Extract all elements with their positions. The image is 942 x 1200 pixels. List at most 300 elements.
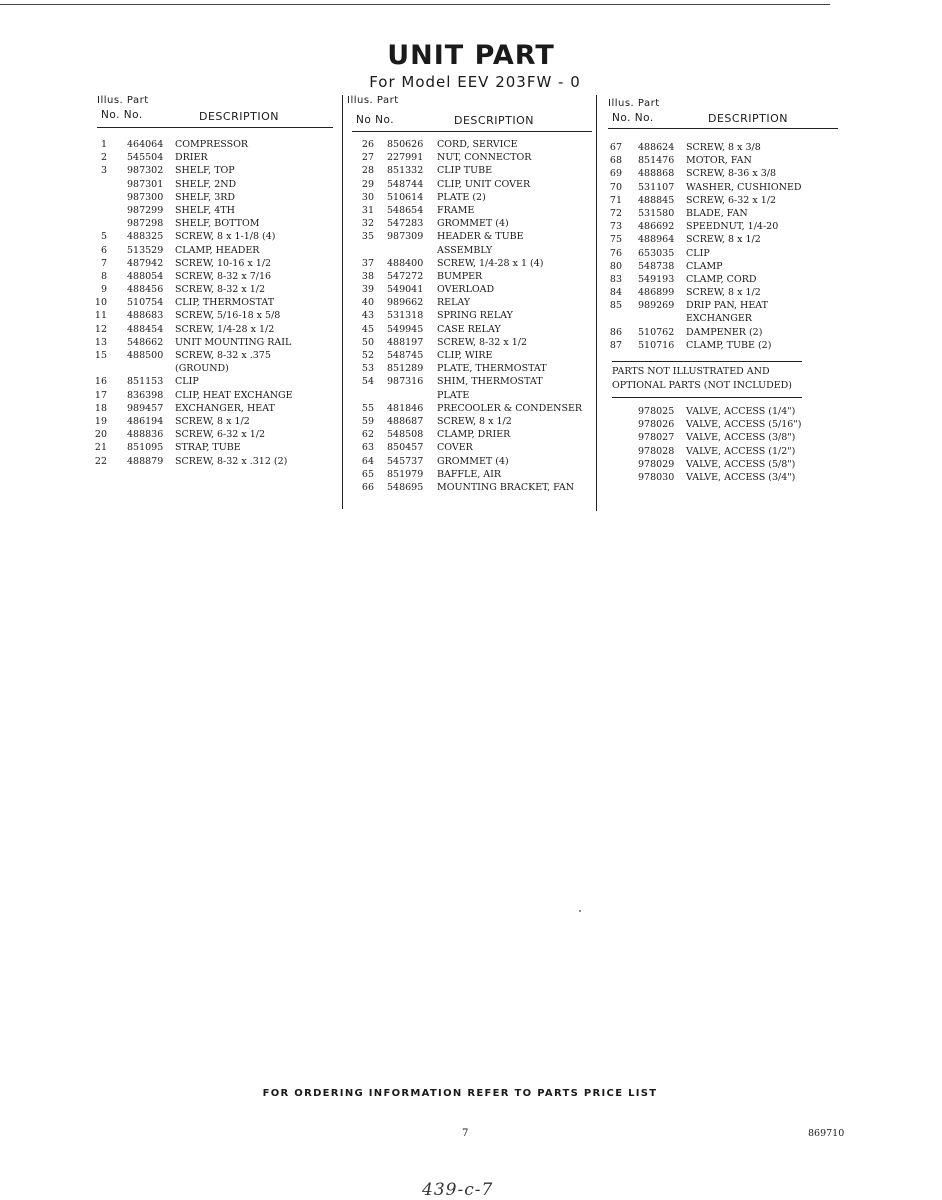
part-description: COMPRESSOR [175, 139, 249, 150]
part-row [608, 446, 838, 459]
part-description: CLAMP, HEADER [175, 244, 260, 256]
illus-number: 85 [609, 300, 622, 312]
part-description: CLAMP, DRIER [437, 429, 511, 441]
part-number: 227991 [387, 152, 424, 164]
part-description: SCREW, 6-32 x 1/2 [175, 429, 266, 441]
illus-number: 32 [361, 218, 374, 230]
illus-number: 21 [94, 442, 107, 454]
part-description: SCREW, 1/4-28 x 1/2 [175, 323, 275, 335]
part-description: BAFFLE, AIR [437, 468, 502, 480]
column-header [608, 98, 838, 132]
handwritten-note: 439-c-7 [422, 1180, 494, 1200]
illus-number: 18 [94, 402, 107, 414]
part-row [97, 258, 333, 271]
part-number: 987300 [127, 191, 164, 203]
part-row [608, 168, 838, 181]
part-description: SCREW, 5/16-18 x 5/8 [175, 310, 281, 322]
part-description: SPRING RELAY [437, 310, 513, 322]
part-description: PLATE, THERMOSTAT [437, 363, 547, 375]
parts-column-2 [347, 95, 592, 495]
part-number: 488500 [127, 350, 164, 361]
part-description: SCREW, 8-32 x 1/2 [437, 336, 528, 348]
part-description: SCREW, 1/4-28 x 1 (4) [437, 257, 544, 269]
part-number: 488868 [638, 168, 675, 180]
part-row [94, 323, 333, 337]
part-description: VALVE, ACCESS (5/8") [686, 458, 796, 470]
part-row [97, 152, 333, 165]
part-row [352, 416, 592, 429]
description-label: DESCRIPTION [708, 112, 788, 125]
part-row [352, 152, 592, 165]
part-row [352, 218, 592, 231]
part-description: SHELF, 3RD [175, 191, 236, 203]
part-row [352, 403, 592, 416]
part-row [97, 165, 333, 178]
part-number: 488624 [638, 142, 675, 153]
part-description: CORD, SERVICE [437, 139, 518, 150]
illus-number: 8 [100, 270, 107, 282]
part-description: SHELF, TOP [175, 165, 235, 177]
part-number: 486692 [638, 221, 675, 233]
part-description: HEADER & TUBE [437, 231, 524, 243]
part-number: 989662 [387, 297, 424, 309]
part-row [352, 350, 592, 363]
part-description: PLATE (2) [437, 191, 486, 203]
part-description: DAMPENER (2) [686, 326, 763, 338]
part-row [352, 390, 592, 403]
part-row [352, 337, 592, 350]
part-row [608, 313, 838, 326]
part-row [352, 231, 592, 244]
part-number: 850626 [387, 139, 424, 150]
part-row [94, 415, 333, 429]
part-description: SCREW, 6-32 x 1/2 [686, 194, 777, 206]
part-number: 978030 [638, 471, 675, 483]
illus-number: 30 [361, 191, 374, 203]
part-row [608, 406, 838, 419]
illus-part-label: Illus. Part [347, 95, 399, 106]
part-row [94, 336, 333, 350]
part-row [608, 248, 838, 261]
illus-number: 66 [361, 481, 374, 493]
part-number: 987301 [127, 178, 164, 190]
part-number: 531318 [387, 310, 424, 322]
illus-number: 62 [361, 429, 374, 441]
part-number: 545737 [387, 455, 424, 467]
part-row [352, 258, 592, 271]
part-description: CLIP, THERMOSTAT [175, 297, 275, 309]
part-row [94, 350, 333, 363]
parts-list [608, 142, 838, 353]
illus-number: 11 [94, 310, 107, 322]
part-description: FRAME [437, 204, 475, 216]
part-row [352, 324, 592, 337]
scan-speck [579, 910, 581, 912]
part-description: CASE RELAY [437, 323, 501, 335]
header-rule [352, 131, 592, 132]
part-description: SCREW, 8 x 1/2 [175, 415, 250, 427]
part-row [352, 284, 592, 297]
part-row [94, 310, 333, 323]
part-row [608, 261, 838, 274]
part-number: 488964 [638, 234, 675, 246]
illus-number: 69 [609, 168, 622, 180]
part-number: 987316 [387, 376, 424, 388]
part-description: SCREW, 8 x 1/2 [437, 415, 512, 427]
part-number: 488197 [387, 336, 424, 348]
illus-number: 50 [361, 336, 374, 348]
part-description: MOTOR, FAN [686, 155, 752, 167]
illus-number: 63 [361, 442, 374, 454]
illus-number: 55 [361, 402, 374, 414]
part-row [352, 139, 592, 152]
part-row [352, 456, 592, 469]
illus-number: 54 [361, 376, 374, 388]
part-number: 987299 [127, 204, 164, 216]
parts-column-1 [94, 95, 333, 469]
part-description: SPEEDNUT, 1/4-20 [686, 221, 779, 233]
illus-number: 37 [361, 257, 374, 269]
illus-number: 2 [100, 152, 107, 164]
part-number: 548695 [387, 481, 424, 493]
part-description: CLIP, UNIT COVER [437, 178, 531, 190]
part-description: OVERLOAD [437, 284, 495, 296]
part-description: SCREW, 8-32 x 7/16 [175, 270, 272, 282]
part-number: 851095 [127, 442, 164, 454]
part-description: SHELF, BOTTOM [175, 218, 260, 230]
part-description: SHIM, THERMOSTAT [437, 376, 543, 388]
illus-number: 76 [609, 247, 622, 259]
part-number: 481846 [387, 402, 424, 414]
illus-number: 26 [361, 139, 374, 150]
part-description: VALVE, ACCESS (1/2") [686, 445, 796, 457]
part-row [94, 297, 333, 310]
part-number: 548744 [387, 178, 424, 190]
part-number: 531580 [638, 207, 675, 219]
parts-list [352, 139, 592, 495]
top-border-line [0, 4, 830, 5]
illus-number: 39 [361, 284, 374, 296]
part-row [94, 455, 333, 469]
illus-number: 9 [100, 284, 107, 296]
part-number: 488400 [387, 257, 424, 269]
part-description: (GROUND) [175, 363, 229, 375]
part-number: 488456 [127, 284, 164, 296]
illus-number: 6 [100, 244, 107, 256]
part-row [97, 231, 333, 244]
part-row [352, 429, 592, 442]
part-number: 987298 [127, 218, 164, 230]
illus-number: 22 [94, 455, 107, 467]
part-row [94, 376, 333, 389]
part-number: 548662 [127, 336, 164, 348]
illus-number: 13 [94, 336, 107, 348]
part-row [608, 327, 838, 340]
part-description: DRIP PAN, HEAT [686, 300, 768, 312]
part-description: BLADE, FAN [686, 207, 748, 219]
notice-line-1: PARTS NOT ILLUSTRATED AND [612, 366, 770, 377]
part-description: EXCHANGER [686, 313, 752, 325]
part-number: 464064 [127, 139, 164, 150]
part-description: CLIP [175, 376, 199, 388]
part-row [94, 442, 333, 455]
part-description: ASSEMBLY [437, 244, 493, 256]
illus-number: 5 [100, 231, 107, 243]
part-description: GROMMET (4) [437, 455, 509, 467]
illus-number: 29 [361, 178, 374, 190]
part-row [352, 297, 592, 310]
part-row [608, 182, 838, 195]
part-description: GROMMET (4) [437, 218, 509, 230]
part-number: 548654 [387, 204, 424, 216]
part-description: EXCHANGER, HEAT [175, 402, 275, 414]
part-row [352, 469, 592, 482]
part-row [608, 300, 838, 313]
part-number: 513529 [127, 244, 164, 256]
part-number: 549945 [387, 323, 424, 335]
part-description: CLIP [686, 247, 710, 259]
part-number: 987309 [387, 231, 424, 243]
header-rule [608, 128, 838, 129]
part-number: 851332 [387, 165, 424, 177]
part-number: 488879 [127, 455, 164, 467]
illus-number: 43 [361, 310, 374, 322]
illus-number: 20 [94, 429, 107, 441]
part-row [608, 472, 838, 485]
part-number: 851476 [638, 155, 675, 167]
part-description: SCREW, 10-16 x 1/2 [175, 257, 272, 269]
illus-number: 45 [361, 323, 374, 335]
part-row [97, 271, 333, 284]
part-description: UNIT MOUNTING RAIL [175, 336, 292, 348]
illus-number: 19 [94, 415, 107, 427]
no-no-label: No. No. [612, 112, 654, 124]
part-number: 836398 [127, 389, 164, 401]
part-number: 547283 [387, 218, 424, 230]
part-number: 851153 [127, 376, 164, 388]
part-row [352, 271, 592, 284]
part-number: 488687 [387, 415, 424, 427]
description-label: DESCRIPTION [199, 110, 279, 123]
part-row [352, 192, 592, 205]
part-row [608, 459, 838, 472]
illus-number: 17 [94, 389, 107, 401]
part-row [97, 179, 333, 192]
part-description: SHELF, 4TH [175, 204, 235, 216]
part-row [97, 284, 333, 297]
part-row [608, 155, 838, 168]
illus-number: 10 [94, 297, 107, 309]
document-number: 869710 [808, 1128, 845, 1139]
part-description: SCREW, 8 x 1-1/8 (4) [175, 231, 276, 243]
part-number: 488325 [127, 231, 164, 243]
part-row [94, 402, 333, 416]
part-row [608, 419, 838, 432]
part-row [352, 179, 592, 192]
part-description: CLIP, WIRE [437, 350, 493, 361]
illus-number: 12 [94, 323, 107, 335]
part-row [608, 274, 838, 287]
part-row [608, 208, 838, 221]
part-row [352, 165, 592, 178]
part-number: 653035 [638, 247, 675, 259]
illus-number: 7 [100, 257, 107, 269]
part-description: CLIP TUBE [437, 165, 493, 177]
part-row [352, 376, 592, 389]
illus-part-label: Illus. Part [608, 98, 660, 109]
ordering-info-footer: FOR ORDERING INFORMATION REFER TO PARTS PRICE LIST [262, 1088, 658, 1099]
part-row [97, 245, 333, 258]
part-number: 488836 [127, 429, 164, 441]
not-illustrated-notice [612, 365, 792, 392]
part-row [608, 195, 838, 208]
illus-part-label: Illus. Part [97, 95, 149, 106]
part-row [352, 482, 592, 495]
part-description: BUMPER [437, 270, 483, 282]
part-number: 851979 [387, 468, 424, 480]
illus-number: 59 [361, 415, 374, 427]
part-number: 987302 [127, 165, 164, 177]
part-description: CLAMP, TUBE (2) [686, 339, 772, 351]
part-number: 548745 [387, 350, 424, 361]
notice-line-2: OPTIONAL PARTS (NOT INCLUDED) [612, 379, 792, 391]
notice-rule-bottom [612, 397, 802, 398]
column-divider [342, 95, 343, 509]
no-no-label: No. No. [101, 109, 143, 121]
part-number: 850457 [387, 442, 424, 454]
part-number: 510762 [638, 326, 675, 338]
part-description: CLIP, HEAT EXCHANGE [175, 389, 293, 401]
illus-number: 31 [361, 204, 374, 216]
part-description: VALVE, ACCESS (3/8") [686, 432, 796, 444]
part-row [352, 363, 592, 376]
optional-parts-list [608, 406, 838, 485]
optional-rows [608, 406, 838, 485]
part-description: MOUNTING BRACKET, FAN [437, 481, 575, 493]
part-row [352, 442, 592, 455]
illus-number: 71 [609, 194, 622, 206]
part-description: SCREW, 8-32 x 1/2 [175, 284, 266, 296]
illus-number: 16 [94, 376, 107, 388]
part-row [94, 389, 333, 403]
part-description: DRIER [175, 152, 208, 164]
illus-number: 64 [361, 455, 374, 467]
column-divider [596, 95, 597, 511]
part-number: 488454 [127, 323, 164, 335]
part-description: PLATE [437, 389, 470, 401]
illus-number: 83 [609, 273, 622, 285]
column-header [97, 95, 333, 129]
part-number: 549193 [638, 273, 675, 285]
illus-number: 1 [100, 139, 107, 150]
part-number: 549041 [387, 284, 424, 296]
illus-number: 70 [609, 181, 622, 193]
part-row [352, 310, 592, 323]
part-row [608, 221, 838, 234]
illus-number: 52 [361, 350, 374, 361]
page-title: UNIT PART [387, 40, 555, 71]
illus-number: 86 [609, 326, 622, 338]
illus-number: 84 [609, 287, 622, 299]
page-number: 7 [462, 1128, 469, 1139]
part-description: SHELF, 2ND [175, 178, 237, 190]
part-description: NUT, CONNECTOR [437, 152, 532, 164]
illus-number: 27 [361, 152, 374, 164]
part-row [97, 363, 333, 376]
part-description: VALVE, ACCESS (1/4") [686, 406, 796, 417]
part-number: 978025 [638, 406, 675, 417]
part-number: 545504 [127, 152, 164, 164]
part-row [97, 205, 333, 218]
illus-number: 87 [609, 339, 622, 351]
part-description: CLAMP, CORD [686, 273, 757, 285]
illus-number: 53 [361, 363, 374, 375]
part-row [608, 432, 838, 445]
part-number: 978028 [638, 445, 675, 457]
part-number: 989457 [127, 402, 164, 414]
illus-number: 35 [361, 231, 374, 243]
part-number: 488845 [638, 194, 675, 206]
part-number: 510754 [127, 297, 164, 309]
header-rule [97, 127, 333, 128]
part-row [608, 142, 838, 155]
part-number: 531107 [638, 181, 675, 193]
part-number: 488683 [127, 310, 164, 322]
illus-number: 3 [100, 165, 107, 177]
model-subtitle: For Model EEV 203FW - 0 [369, 73, 581, 91]
illus-number: 75 [609, 234, 622, 246]
illus-number: 38 [361, 270, 374, 282]
notice-rule-top [612, 361, 802, 362]
part-row [352, 245, 592, 258]
part-description: SCREW, 8-32 x .375 [175, 350, 271, 361]
column-header [347, 95, 592, 129]
part-description: PRECOOLER & CONDENSER [437, 402, 583, 414]
part-number: 548738 [638, 260, 675, 272]
part-description: SCREW, 8 x 1/2 [686, 287, 761, 299]
part-row [97, 192, 333, 205]
illus-number: 67 [609, 142, 622, 153]
part-row [608, 340, 838, 353]
part-description: COVER [437, 442, 473, 454]
part-number: 978029 [638, 458, 675, 470]
part-number: 487942 [127, 257, 164, 269]
parts-column-3 [608, 98, 838, 353]
part-description: VALVE, ACCESS (3/4") [686, 471, 796, 483]
part-description: SCREW, 8-36 x 3/8 [686, 168, 777, 180]
part-description: RELAY [437, 297, 471, 309]
part-row [97, 139, 333, 152]
part-description: SCREW, 8 x 3/8 [686, 142, 761, 153]
part-row [94, 429, 333, 442]
parts-list [94, 139, 333, 469]
illus-number: 72 [609, 207, 622, 219]
part-row [608, 287, 838, 300]
part-description: SCREW, 8-32 x .312 (2) [175, 455, 288, 467]
description-label: DESCRIPTION [454, 114, 534, 127]
part-description: WASHER, CUSHIONED [686, 181, 802, 193]
part-number: 989269 [638, 300, 675, 312]
part-description: SCREW, 8 x 1/2 [686, 234, 761, 246]
part-number: 548508 [387, 429, 424, 441]
part-row [608, 234, 838, 247]
part-number: 486899 [638, 287, 675, 299]
illus-number: 68 [609, 155, 622, 167]
part-number: 488054 [127, 270, 164, 282]
part-number: 978026 [638, 419, 675, 431]
part-row [352, 205, 592, 218]
part-description: CLAMP [686, 260, 723, 272]
